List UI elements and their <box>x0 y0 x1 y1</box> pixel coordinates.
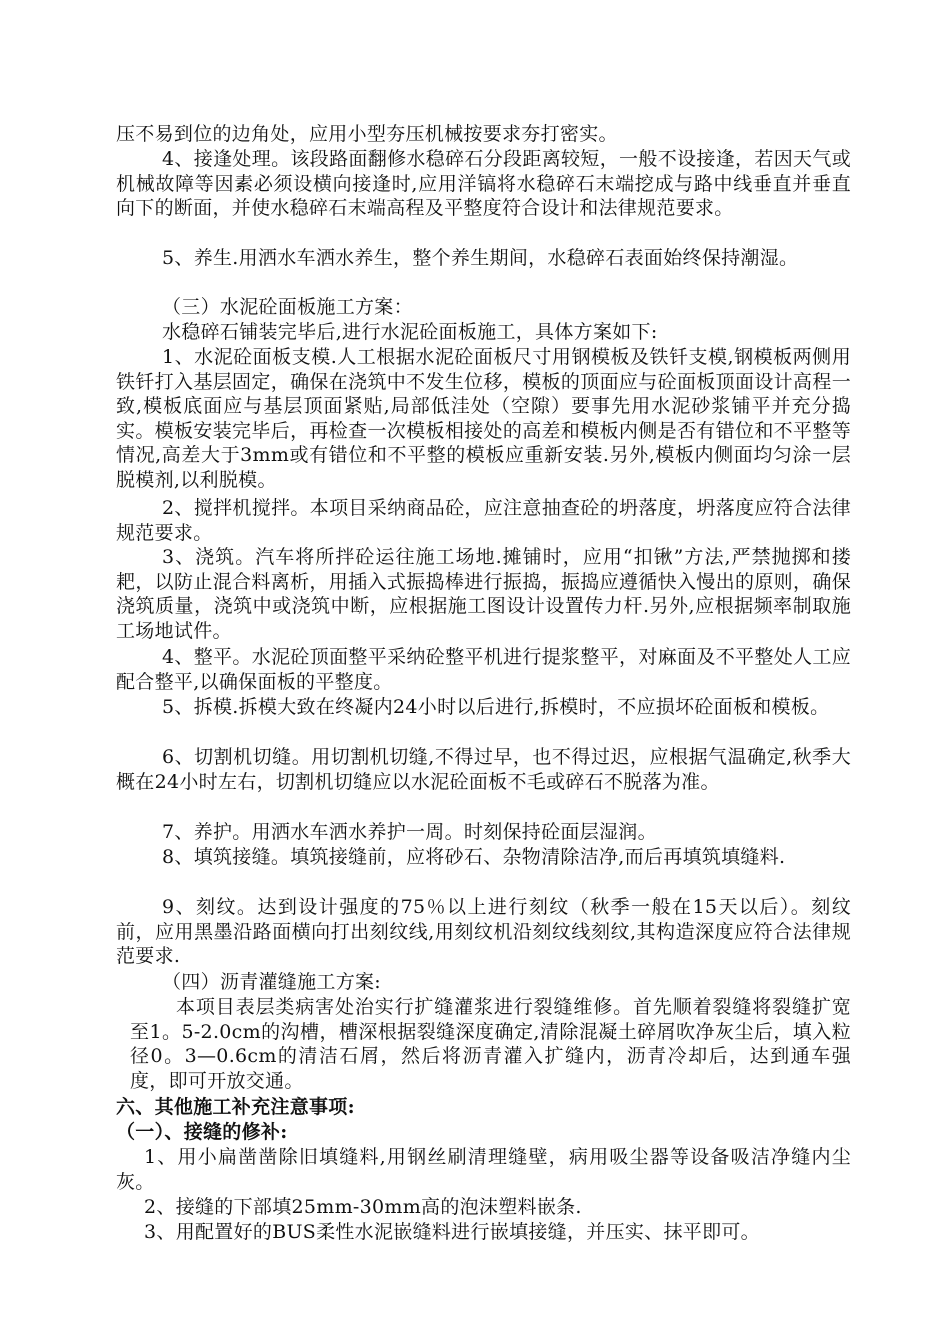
paragraph-mixing: 2、搅拌机搅拌。本项目采纳商品砼，应注意抽查砼的坍落度，坍落度应符合法律规范要求。 <box>116 497 851 544</box>
section-heading-4: （四）沥青灌缝施工方案: <box>162 971 382 993</box>
paragraph-leveling: 4、整平。水泥砼顶面整平采纳砼整平机进行提浆整平，对麻面及不平整处人工应配合整平,以确保面板的平整度。 <box>116 646 851 693</box>
section-heading-3: （三）水泥砼面板施工方案： <box>162 296 413 318</box>
paragraph-maintenance: 7、养护。用洒水车洒水养护一周。时刻保持砼面层湿润。 <box>162 821 657 843</box>
paragraph-repair-step-1: 1、用小扁凿凿除旧填缝料,用钢丝刷清理缝壁，病用吸尘器等设备吸洁净缝内尘灰。 <box>116 1146 851 1193</box>
paragraph-asphalt-sealing: 本项目表层类病害处治实行扩缝灌浆进行裂缝维修。首先顺着裂缝将裂缝扩宽至1。5-2.0cm的沟槽，槽深根据裂缝深度确定,清除混凝土碎屑吹净灰尘后，填入粒径0。3—0.6cm的清洁石屑，然后将沥青灌入扩缝内，沥青冷却后，达到通车强度，即可开放交通。 <box>130 996 851 1092</box>
paragraph-repair-step-2: 2、接缝的下部填25mm-30mm高的泡沫塑料嵌条. <box>144 1196 582 1218</box>
paragraph-joint-filling: 8、填筑接缝。填筑接缝前，应将砂石、杂物清除洁净,而后再填筑填缝料. <box>162 846 786 868</box>
paragraph-compaction-tail: 压不易到位的边角处，应用小型夯压机械按要求夯打密实。 <box>116 123 618 145</box>
paragraph-cutting: 6、切割机切缝。用切割机切缝,不得过早，也不得过迟，应根据气温确定,秋季大概在24小时左右，切割机切缝应以水泥砼面板不毛或碎石不脱落为准。 <box>116 746 851 793</box>
paragraph-formwork: 1、水泥砼面板支模.人工根据水泥砼面板尺寸用钢模板及铁钎支模,钢模板两侧用铁钎打入基层固定，确保在浇筑中不发生位移，模板的顶面应与砼面板顶面设计高程一致,模板底面应与基层顶面紧贴,局部低洼处（空隙）要事先用水泥砂浆铺平并充分捣实。模板安装完毕后，再检查一次模板相接处的高差和模板内侧是否有错位和不平整等情况,高差大于3mm或有错位和不平整的模板应重新安装.另外,模板内侧面均匀涂一层脱模剂,以利脱模。 <box>116 346 851 491</box>
paragraph-pouring: 3、浇筑。汽车将所拌砼运往施工场地.摊铺时，应用“扣锹”方法,严禁抛掷和搂耙，以防止混合料离析，用插入式振捣棒进行振捣，振捣应遵循快入慢出的原则，确保浇筑质量，浇筑中或浇筑中断，应根据施工图设计设置传力杆.另外,应根据频率制取施工场地试件。 <box>116 546 851 642</box>
section-heading-6: 六、其他施工补充注意事项: <box>116 1096 355 1118</box>
paragraph-intro-concrete: 水稳碎石铺装完毕后,进行水泥砼面板施工，具体方案如下: <box>162 321 658 343</box>
subsection-heading-joint-repair: （一）、接缝的修补: <box>116 1121 288 1143</box>
paragraph-form-removal: 5、拆模.拆模大致在终凝内24小时以后进行,拆模时，不应损坏砼面板和模板。 <box>162 696 830 718</box>
paragraph-curing: 5、养生.用洒水车洒水养生，整个养生期间，水稳碎石表面始终保持潮湿。 <box>162 247 799 269</box>
paragraph-grooving: 9、刻纹。达到设计强度的75％以上进行刻纹（秋季一般在15天以后）。刻纹前，应用黑墨沿路面横向打出刻纹线,用刻纹机沿刻纹线刻纹,其构造深度应符合法律规范要求. <box>116 896 851 968</box>
paragraph-joint-treatment: 4、接逢处理。该段路面翻修水稳碎石分段距离较短，一般不设接逢，若因天气或机械故障等因素必须设横向接逢时,应用洋镐将水稳碎石末端挖成与路中线垂直并垂直向下的断面，并使水稳碎石末端高程及平整度符合设计和法律规范要求。 <box>116 148 851 220</box>
paragraph-repair-step-3: 3、用配置好的BUS柔性水泥嵌缝料进行嵌填接缝，并压实、抹平即可。 <box>144 1221 760 1243</box>
